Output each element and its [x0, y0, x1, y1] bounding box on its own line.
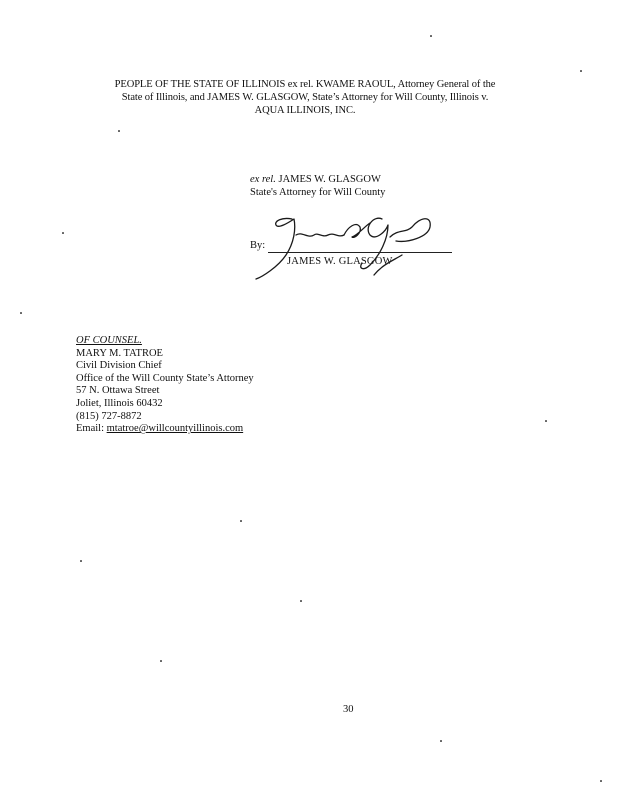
caption-line-3: AQUA ILLINOIS, INC. — [254, 105, 356, 116]
by-label: By: — [250, 240, 266, 251]
ex-rel-label: ex rel. — [250, 174, 276, 185]
scan-speck — [118, 130, 120, 132]
scan-speck — [440, 740, 442, 742]
counsel-block — [76, 335, 254, 436]
scan-speck — [600, 780, 602, 782]
scan-speck — [62, 232, 64, 234]
case-caption — [60, 78, 550, 117]
of-counsel-heading: OF COUNSEL. — [76, 335, 142, 346]
caption-line-1: PEOPLE OF THE STATE OF ILLINOIS ex rel. KWAME RAOUL, Attorney General of the — [114, 79, 496, 90]
counsel-office: Office of the Will County State’s Attorney — [76, 372, 254, 384]
handwritten-signature — [252, 205, 442, 285]
scan-speck — [300, 600, 302, 602]
counsel-city: Joliet, Illinois 60432 — [76, 397, 163, 409]
scan-speck — [580, 70, 582, 72]
counsel-title: Civil Division Chief — [76, 360, 162, 372]
counsel-email-line — [76, 423, 254, 436]
counsel-street: 57 N. Ottawa Street — [76, 385, 160, 397]
counsel-phone: (815) 727-8872 — [76, 410, 142, 422]
signatory-title: State's Attorney for Will County — [250, 187, 386, 198]
signature-block — [250, 173, 385, 199]
scan-speck — [545, 420, 547, 422]
scan-speck — [240, 520, 242, 522]
counsel-name: MARY M. TATROE — [76, 347, 163, 359]
email-label: Email: — [76, 423, 104, 435]
email-link[interactable]: mtatroe@willcountyillinois.com — [106, 423, 244, 435]
caption-line-2: State of Illinois, and JAMES W. GLASGOW, State’s Attorney for Will County, Illinois v. — [121, 92, 489, 103]
signatory-name: JAMES W. GLASGOW — [278, 174, 381, 185]
scan-speck — [20, 312, 22, 314]
scan-speck — [430, 35, 432, 37]
scan-speck — [160, 660, 162, 662]
page-number: 30 — [343, 704, 354, 715]
signatory-name-line — [250, 173, 385, 186]
signer-name: JAMES W. GLASGOW — [287, 256, 393, 267]
scan-speck — [80, 560, 82, 562]
